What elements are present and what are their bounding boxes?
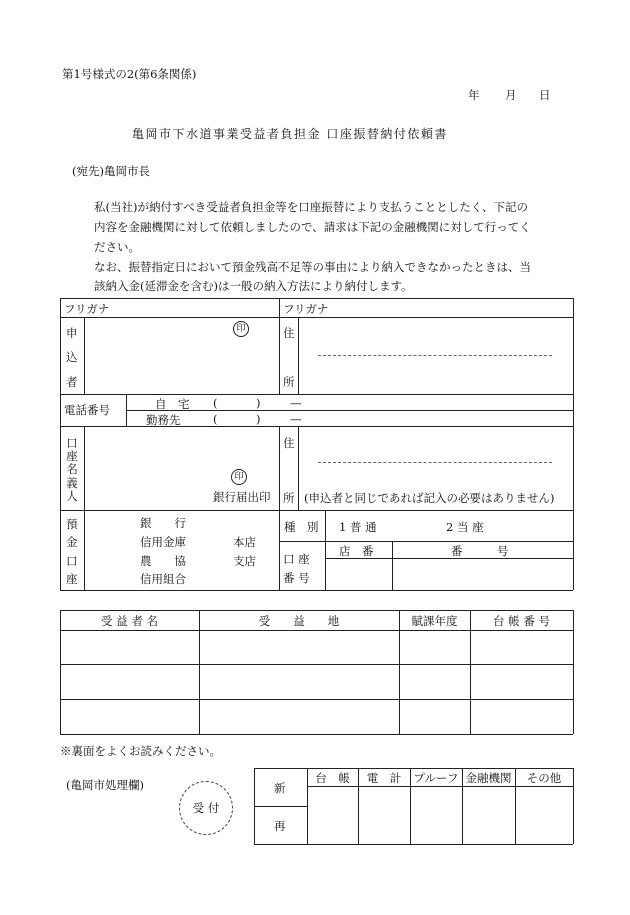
account-number-label-line: 番 号 [283,571,310,585]
deposit-label-char: 座 [66,572,78,586]
table-row-1-ledger[interactable] [472,632,571,662]
deposit-label-char: 預 [66,517,78,531]
date-year-label: 年 [468,88,480,102]
branch-number-label: 店 番 [339,544,374,558]
branch-type-branch: 支店 [233,554,256,568]
addressee: (宛先)亀岡市長 [72,164,150,178]
work-phone-label: 勤務先 [146,413,181,427]
table-row-3-year[interactable] [401,701,468,732]
address-note: (申込者と同じであれば記入の必要はありません) [304,491,555,505]
holder-address-label-char: 住 [283,436,295,450]
applicant-furigana-label: フリガナ [64,302,110,316]
paren-close: ) [256,412,261,426]
deposit-label-char: 金 [66,535,78,549]
body-line: 内容を金融機関に対して依頼しましたので、請求は下記の金融機関に対して行ってく [94,220,531,234]
paren-open: ( [213,396,218,410]
paren-open: ( [213,412,218,426]
office-col-calc: 電 計 [366,771,402,785]
table-row-1-land[interactable] [201,632,397,662]
account-number-label-line: 口 座 [283,552,310,566]
table-row-1-year[interactable] [401,632,468,662]
phone-number-field[interactable] [128,396,568,425]
account-type-current[interactable]: 2 当 座 [446,520,484,534]
account-number-field[interactable] [394,560,571,588]
header-beneficiary-land: 受 益 地 [258,614,340,628]
bank-seal-mark-icon: 印 [231,469,247,485]
bank-type-kumiai: 信用組合 [140,572,186,586]
office-col-proof: プルーフ [413,771,459,785]
office-row-again: 再 [274,819,286,833]
office-col-ledger: 台 帳 [315,771,350,785]
phone-dash: — [290,396,302,410]
document-title: 亀岡市下水道事業受益者負担金 口座振替納付依頼書 [132,127,448,141]
body-line: ださい。 [94,240,140,254]
phone-label: 電話番号 [64,403,110,417]
header-beneficiary-name: 受 益 者 名 [101,614,158,628]
applicant-label-char: 申 [66,326,78,340]
holder-address-label-char: 所 [283,491,295,505]
read-reverse-note: ※裏面をよくお読みください。 [60,744,221,758]
table-row-2-ledger[interactable] [472,666,571,697]
address-label-char: 所 [283,375,295,389]
address-furigana-label: フリガナ [283,302,329,316]
seal-mark-icon: 印 [233,321,249,337]
date-month-label: 月 [505,88,517,102]
table-row-2-land[interactable] [201,666,397,697]
branch-number-field[interactable] [327,560,390,588]
bank-seal-label: 銀行届出印 [213,490,271,504]
account-holder-label: 口座名義人 [66,436,78,503]
body-line: 該納入金(延滞金を含む)は一般の納入方法により納付します。 [94,279,413,293]
deposit-label-char: 口 [66,554,78,568]
table-row-3-land[interactable] [201,701,397,732]
branch-type-main: 本店 [233,535,256,549]
office-col-bank: 金融機関 [465,771,512,785]
table-row-1-name[interactable] [62,632,197,662]
body-line: 私(当社)が納付すべき受益者負担金等を口座振替により支払うこととしたく、下記の [94,200,529,214]
table-row-2-name[interactable] [62,666,197,697]
body-line: なお、振替指定日において預金残高不足等の事由により納入できなかったときは、当 [94,260,531,274]
table-row-3-name[interactable] [62,701,197,732]
date-day-label: 日 [539,88,551,102]
applicant-address-field[interactable] [300,320,570,392]
bank-type-shinkin: 信用金庫 [140,535,186,549]
form-number: 第1号様式の2(第6条関係) [62,67,197,81]
office-use-label: (亀岡市処理欄) [66,778,144,792]
paren-close: ) [256,396,261,410]
office-row-new: 新 [274,781,286,795]
account-number-header: 番 号 [451,544,509,558]
account-holder-address-field[interactable] [300,430,570,485]
bank-name-field[interactable] [86,512,276,588]
account-type-label: 種 別 [284,520,319,534]
table-row-3-ledger[interactable] [472,701,571,732]
phone-dash: — [290,412,302,426]
header-ledger-number: 台 帳 番 号 [493,614,550,628]
reception-stamp-text: 受 付 [192,801,220,815]
header-assessment-year: 賦課年度 [411,614,458,628]
address-label-char: 住 [283,326,295,340]
home-phone-label: 自 宅 [155,397,190,411]
applicant-label-char: 込 [66,350,78,364]
bank-type-nokyo: 農 協 [140,554,186,568]
table-row-2-year[interactable] [401,666,468,697]
bank-type-bank: 銀 行 [140,516,186,530]
office-col-other: その他 [526,771,562,785]
applicant-label-char: 者 [66,375,78,389]
account-type-ordinary[interactable]: 1 普 通 [339,520,377,534]
